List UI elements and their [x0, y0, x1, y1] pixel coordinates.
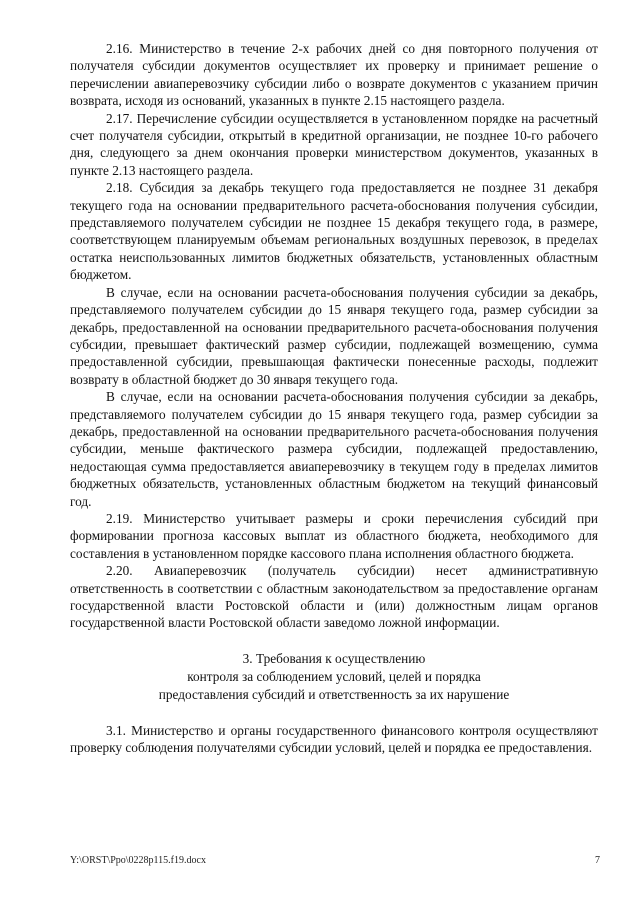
section-heading-line-2: контроля за соблюдением условий, целей и порядка	[187, 668, 481, 684]
paragraph-2-18: 2.18. Субсидия за декабрь текущего года предоставляется не позднее 31 декабря текущего года на основании предварительного расчета-обоснования получения субсидии, представляемого получателем субсидии не позднее 15 декабря текущего года, в размере, соответствующем планируемым объемам региональных воздушных перевозок, в пределах остатка неиспользованных лимитов бюджетных обязательств, установленных областным бюджетом.	[70, 180, 598, 283]
paragraph-2-17: 2.17. Перечисление субсидии осуществляется в установленном порядке на расчетный счет получателя субсидии, открытый в кредитной организации, не позднее 10-го рабочего дня, следующего за днем окончания проверки министерством документов, указанных в пункте 2.13 настоящего раздела.	[70, 110, 598, 178]
page-footer	[70, 855, 600, 866]
spacer	[70, 704, 598, 722]
paragraph-3-1: 3.1. Министерство и органы государственного финансового контроля осуществляют проверку соблюдения получателями субсидии условий, целей и порядка ее предоставления.	[70, 722, 598, 756]
paragraph-2-18-case-2: В случае, если на основании расчета-обоснования получения субсидии за декабрь, представляемого получателем субсидии до 15 января текущего года, размер субсидии за декабрь, предоставленной на основании предварительного расчета-обоснования получения субсидии, меньше фактического размера субсидии, подлежащей предоставлению, недостающая сумма предоставляется авиаперевозчику в текущем году в пределах лимитов бюджетных обязательств, установленных областным бюджетом на текущий финансовый год.	[70, 389, 598, 509]
paragraph-2-18-case-1: В случае, если на основании расчета-обоснования получения субсидии за декабрь, представляемого получателем субсидии до 15 января текущего года, размер субсидии за декабрь, предоставленной на основании предварительного расчета-обоснования получения субсидии, превышает фактический размер субсидии, подлежащей возмещению, сумма предоставленной субсидии, превышающая фактически понесенные расходы, подлежит возврату в областной бюджет до 30 января текущего года.	[70, 284, 598, 387]
document-page	[70, 40, 598, 757]
section-heading-line-3: предоставления субсидий и ответственность за их нарушение	[158, 686, 510, 702]
paragraph-2-16: 2.16. Министерство в течение 2-х рабочих дней со дня повторного получения от получателя субсидии документов осуществляет их проверку и принимает решение о перечислении авиаперевозчику субсидии либо о возврате документов с указанием причин возврата, исходя из оснований, указанных в пункте 2.15 настоящего раздела.	[70, 41, 598, 109]
footer-file-path: Y:\ORST\Ppo\0228p115.f19.docx	[70, 855, 206, 866]
section-3-heading	[70, 650, 598, 704]
section-heading-line-1: 3. Требования к осуществлению	[242, 650, 426, 666]
paragraph-2-20: 2.20. Авиаперевозчик (получатель субсидии) несет административную ответственность в соответствии с областным законодательством за предоставление органам государственной власти Ростовской области и (или) должностным лицам органов государственной власти Ростовской области заведомо ложной информации.	[70, 563, 598, 631]
page-number: 7	[595, 855, 600, 866]
paragraph-2-19: 2.19. Министерство учитывает размеры и сроки перечисления субсидий при формировании прогноза кассовых выплат из областного бюджета, необходимого для составления в установленном порядке кассового плана исполнения областного бюджета.	[70, 510, 598, 561]
